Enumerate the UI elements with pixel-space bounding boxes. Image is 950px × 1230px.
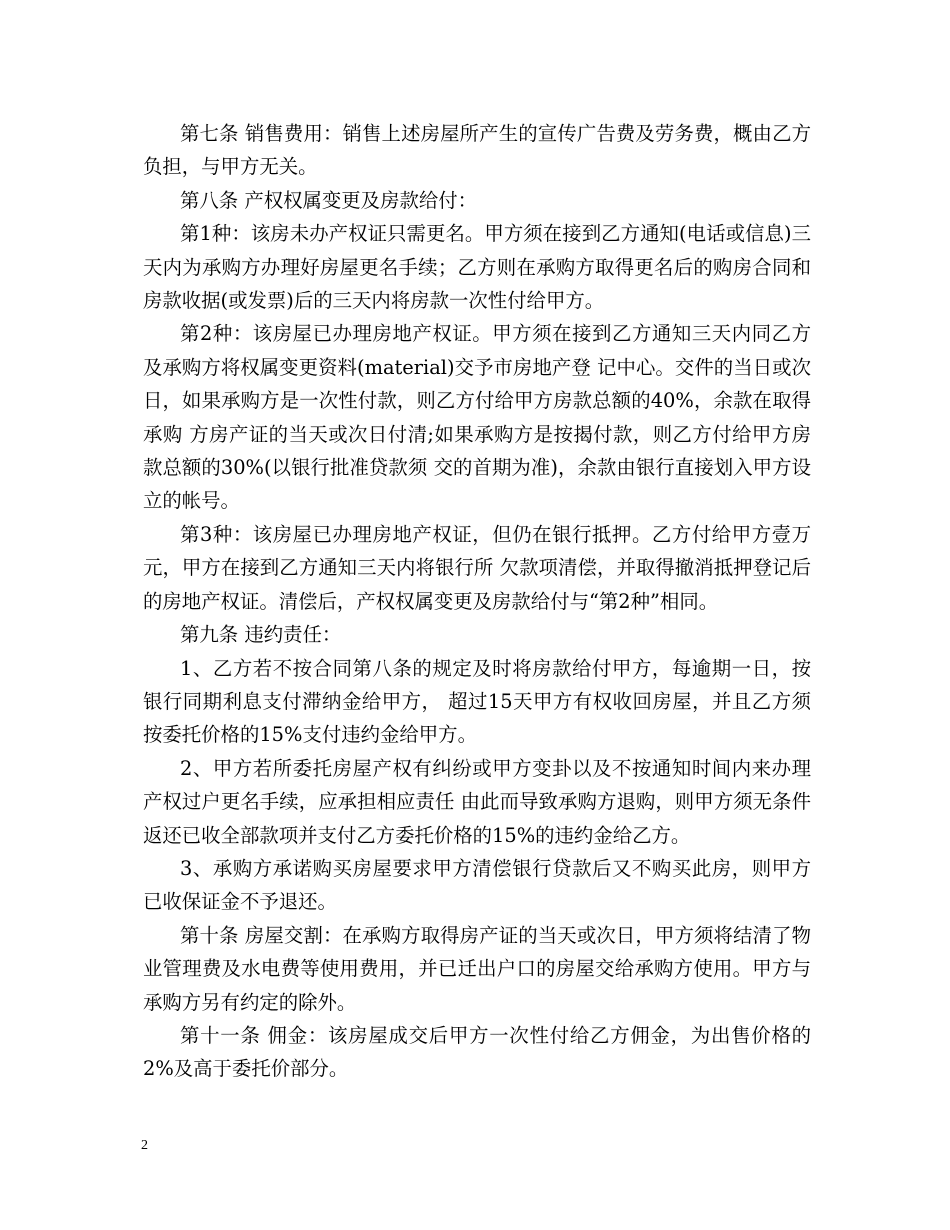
paragraph-breach-2: 2、甲方若所委托房屋产权有纠纷或甲方变卦以及不按通知时间内来办理产权过户更名手续，应承担相应责任 由此而导致承购方退购，则甲方须无条件返还已收全部款项并支付乙方委托价格的15%的违约金给乙方。 — [143, 756, 811, 847]
paragraph-article-7: 第七条 销售费用：销售上述房屋所产生的宣传广告费及劳务费，概由乙方负担，与甲方无关。 — [143, 122, 811, 179]
paragraph-article-10: 第十条 房屋交割：在承购方取得房产证的当天或次日，甲方须将结清了物业管理费及水电费等使用费用，并已迁出户口的房屋交给承购方使用。甲方与承购方另有约定的除外。 — [143, 923, 811, 1014]
page-number: 2 — [141, 1138, 148, 1153]
document-body — [143, 117, 811, 1086]
paragraph-option-1: 第1种：该房未办产权证只需更名。甲方须在接到乙方通知(电话或信息)三天内为承购方办理好房屋更名手续；乙方则在承购方取得更名后的购房合同和房款收据(或发票)后的三天内将房款一次性付给甲方。 — [143, 222, 811, 313]
paragraph-breach-1: 1、乙方若不按合同第八条的规定及时将房款给付甲方，每逾期一日，按银行同期利息支付滞纳金给甲方， 超过15天甲方有权收回房屋，并且乙方须按委托价格的15%支付违约金给甲方。 — [143, 656, 811, 747]
paragraph-article-9-heading: 第九条 违约责任： — [180, 623, 342, 647]
paragraph-article-11: 第十一条 佣金：该房屋成交后甲方一次性付给乙方佣金，为出售价格的2%及高于委托价部分。 — [143, 1023, 811, 1081]
paragraph-article-8-heading: 第八条 产权权属变更及房款给付： — [180, 188, 478, 212]
paragraph-option-3: 第3种：该房屋已办理房地产权证，但仍在银行抵押。乙方付给甲方壹万元，甲方在接到乙方通知三天内将银行所 欠款项清偿，并取得撤消抵押登记后的房地产权证。清偿后，产权权属变更及房款给付与“第2种”相同。 — [143, 522, 811, 613]
paragraph-option-2: 第2种：该房屋已办理房地产权证。甲方须在接到乙方通知三天内同乙方及承购方将权属变更资料(material)交予市房地产登 记中心。交件的当日或次日，如果承购方是一次性付款，则乙方付给甲方房款总额的40%，余款在取得承购 方房产证的当天或次日付清;如果承购方是按揭付款，则乙方付给甲方房款总额的30%(以银行批准贷款须 交的首期为准)，余款由银行直接划入甲方设立的帐号。 — [143, 322, 811, 513]
paragraph-breach-3: 3、承购方承诺购买房屋要求甲方清偿银行贷款后又不购买此房，则甲方已收保证金不予退还。 — [143, 856, 811, 914]
